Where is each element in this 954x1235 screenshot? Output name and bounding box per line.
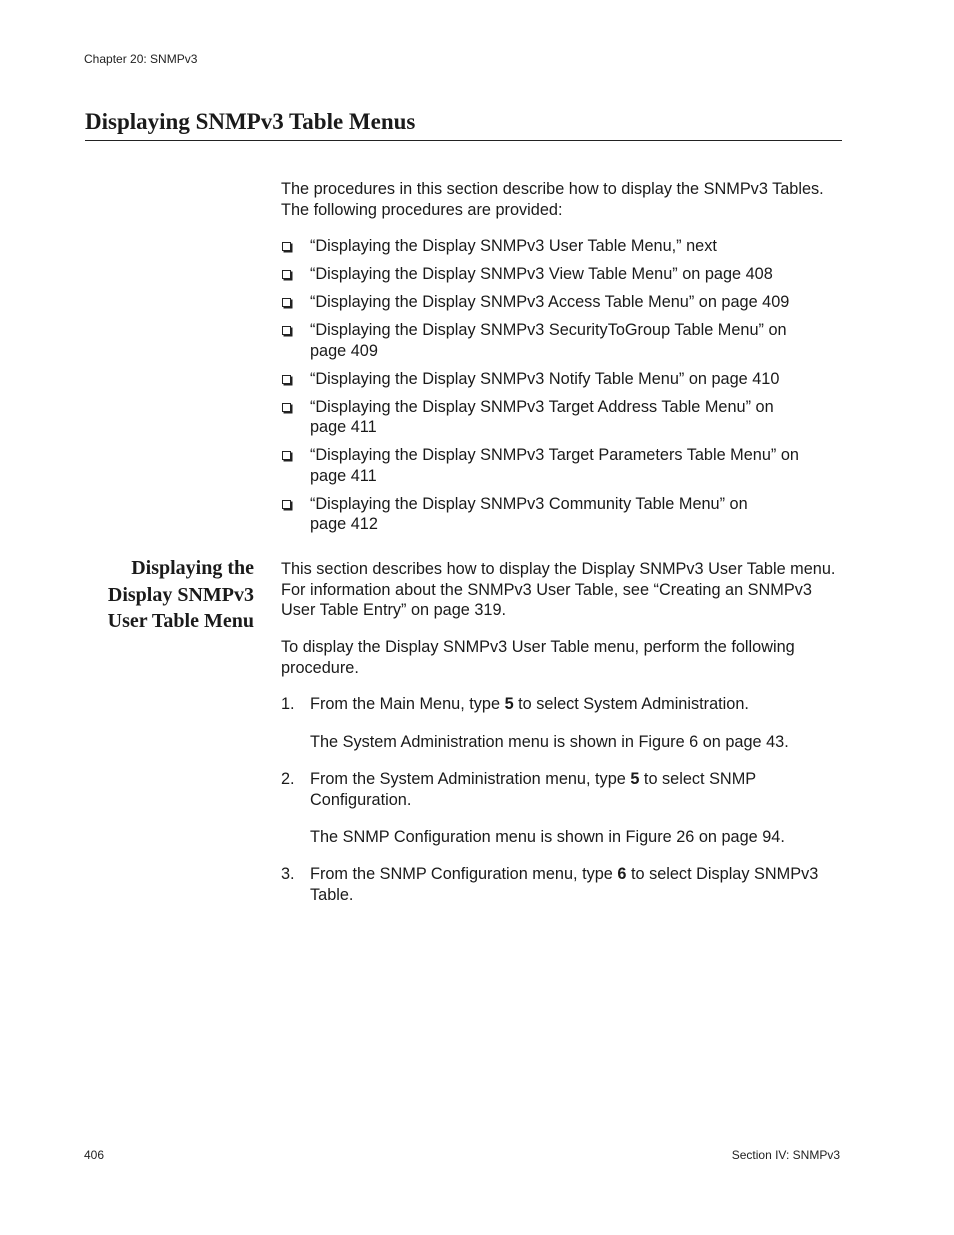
running-header: Chapter 20: SNMPv3 <box>84 52 198 66</box>
list-item: “Displaying the Display SNMPv3 View Table Menu” on page 408 <box>281 264 841 285</box>
list-item: “Displaying the Display SNMPv3 SecurityToGroup Table Menu” on page 409 <box>281 320 841 361</box>
list-item: “Displaying the Display SNMPv3 Notify Table Menu” on page 410 <box>281 369 841 390</box>
procedure-list <box>281 236 841 542</box>
checkbox-bullet-icon <box>282 298 291 307</box>
running-footer: Section IV: SNMPv3 <box>731 1148 840 1162</box>
description-paragraph: This section describes how to display the Display SNMPv3 User Table menu. For information about the SNMPv3 User Table, see “Creating an SNMPv3 User Table Entry” on page 319. <box>281 560 836 619</box>
step-1-note: The System Administration menu is shown in Figure 6 on page 43. <box>310 733 789 751</box>
list-item: “Displaying the Display SNMPv3 Target Parameters Table Menu” on page 411 <box>281 445 841 486</box>
procedure-intro-paragraph: To display the Display SNMPv3 User Table menu, perform the following procedure. <box>281 638 795 677</box>
checkbox-bullet-icon <box>282 326 291 335</box>
list-item: “Displaying the Display SNMPv3 User Table Menu,” next <box>281 236 841 257</box>
step-2: 2. From the System Administration menu, type 5 to select SNMP Configuration. <box>281 770 756 809</box>
step-3: 3. From the SNMP Configuration menu, type 6 to select Display SNMPv3 Table. <box>281 865 819 904</box>
checkbox-bullet-icon <box>282 451 291 460</box>
checkbox-bullet-icon <box>282 242 291 251</box>
step-2-note: The SNMP Configuration menu is shown in Figure 26 on page 94. <box>310 828 785 846</box>
intro-paragraph: The procedures in this section describe how to display the SNMPv3 Tables. The following procedures are provided: <box>281 180 824 219</box>
page-title: Displaying SNMPv3 Table Menus <box>85 108 842 141</box>
list-item: “Displaying the Display SNMPv3 Community Table Menu” on page 412 <box>281 494 841 535</box>
checkbox-bullet-icon <box>282 403 291 412</box>
checkbox-bullet-icon <box>282 375 291 384</box>
list-item: “Displaying the Display SNMPv3 Access Table Menu” on page 409 <box>281 292 841 313</box>
step-1: 1. From the Main Menu, type 5 to select System Administration. <box>281 695 749 713</box>
list-item: “Displaying the Display SNMPv3 Target Address Table Menu” on page 411 <box>281 397 841 438</box>
section-heading: Displaying the Display SNMPv3 User Table Menu <box>107 557 254 632</box>
page-number: 406 <box>84 1148 105 1162</box>
checkbox-bullet-icon <box>282 270 291 279</box>
checkbox-bullet-icon <box>282 500 291 509</box>
